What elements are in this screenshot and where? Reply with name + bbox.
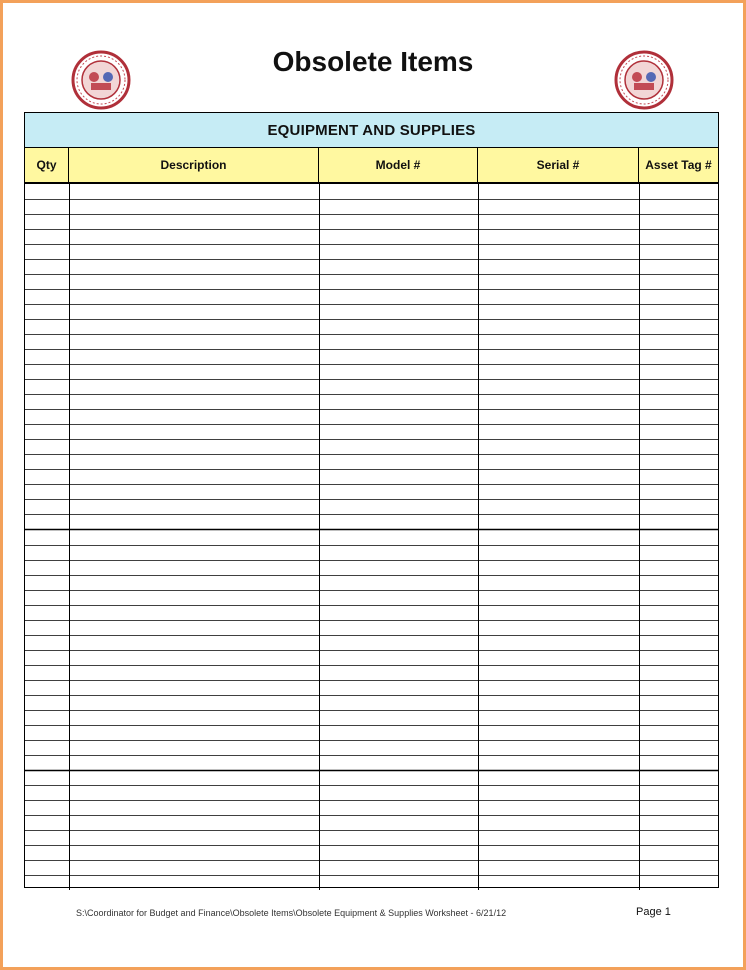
table-body: [25, 184, 718, 890]
footer-file-path: S:\Coordinator for Budget and Finance\Obsolete Items\Obsolete Equipment & Supplies Worksheet - 6/21/12: [76, 908, 507, 918]
column-header-asset-tag: Asset Tag #: [639, 148, 718, 182]
table-grid: [25, 184, 718, 890]
column-header-model: Model #: [319, 148, 478, 182]
column-header-description: Description: [69, 148, 319, 182]
inventory-table: [24, 112, 719, 888]
school-district-seal-icon: [614, 50, 674, 110]
column-header-row: [25, 148, 718, 184]
column-header-qty: Qty: [25, 148, 69, 182]
page-title: Obsolete Items: [272, 46, 474, 77]
footer-page-number: Page 1: [636, 906, 671, 918]
column-header-serial: Serial #: [478, 148, 639, 182]
section-heading: EQUIPMENT AND SUPPLIES: [25, 113, 718, 148]
